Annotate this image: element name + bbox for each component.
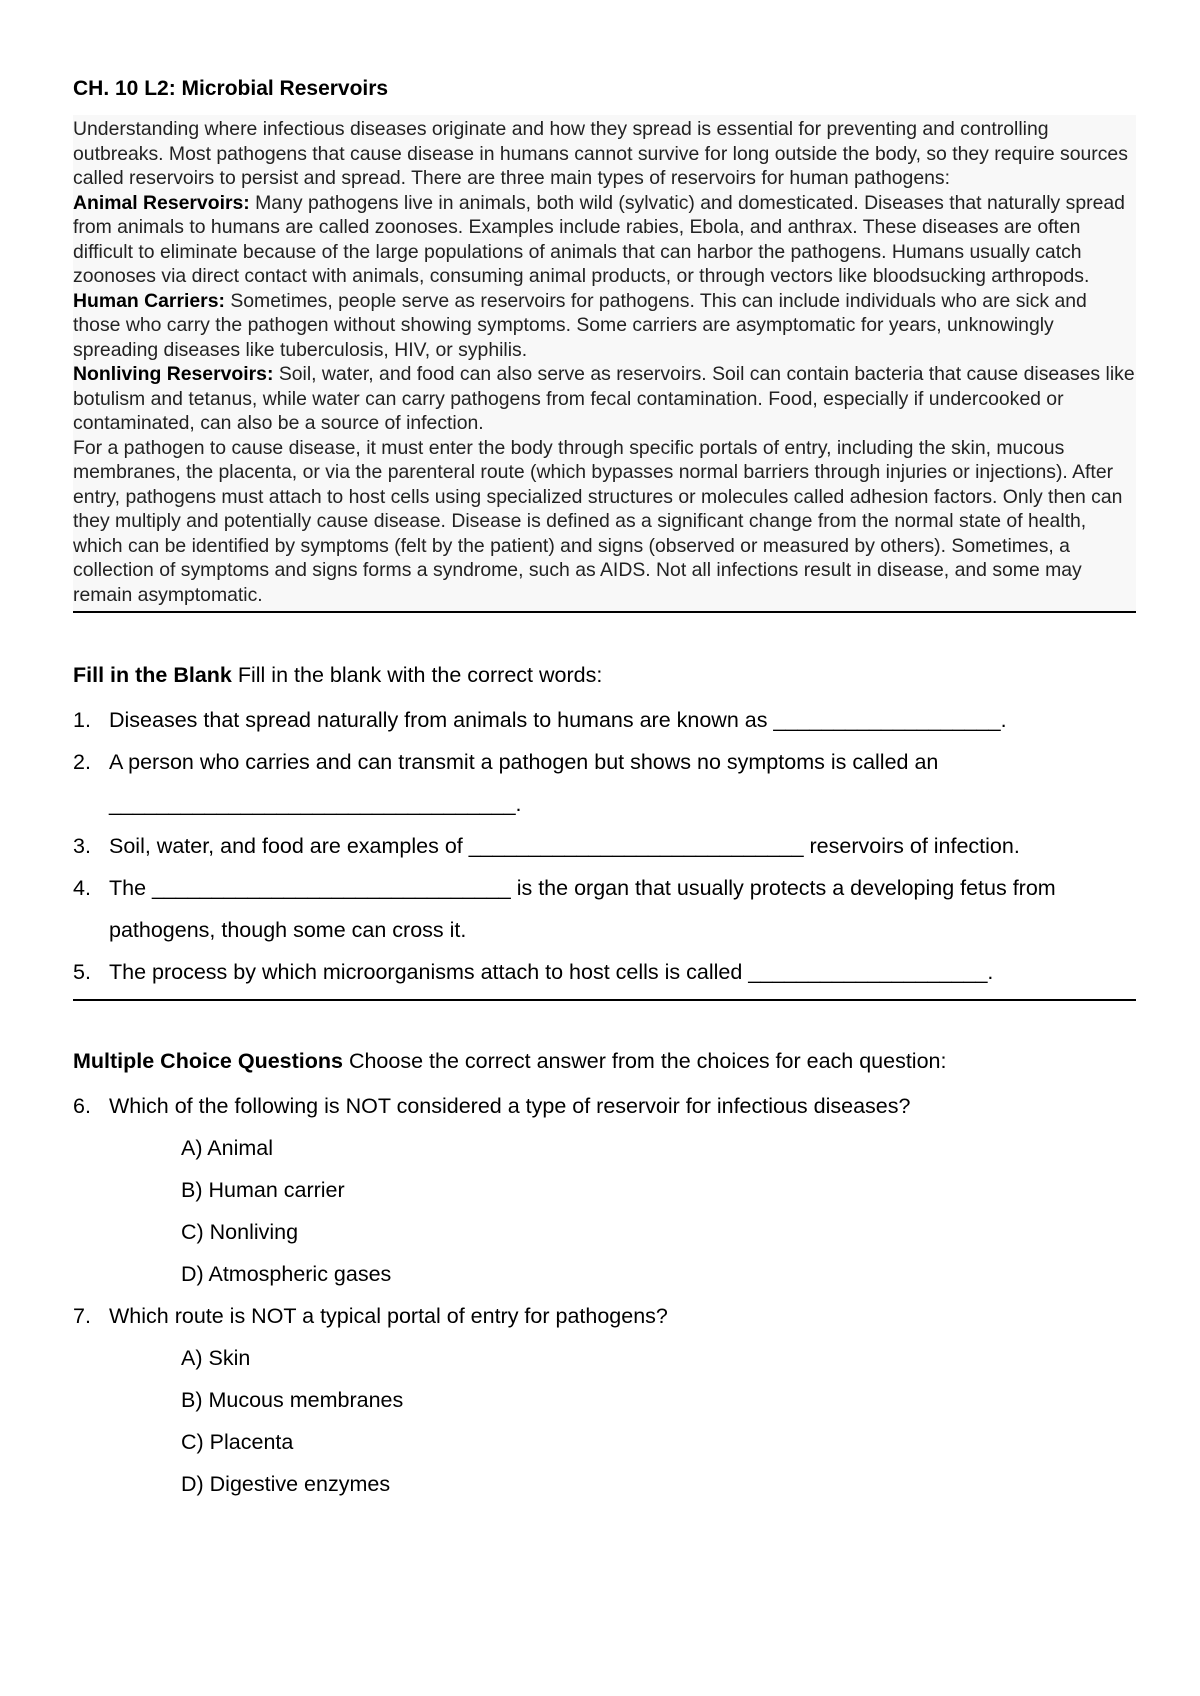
fill-blank-heading [73, 661, 1136, 689]
choice-d: D) Digestive enzymes [181, 1472, 391, 1497]
question-text: The ______________________________ is the organ that usually protects a developing fetus from pathogens, though some can cross it. [109, 876, 1056, 943]
choice-c: C) Placenta [181, 1430, 294, 1455]
choice-b: B) Human carrier [181, 1178, 345, 1203]
page-title: CH. 10 L2: Microbial Reservoirs [73, 77, 389, 100]
question-text: Soil, water, and food are examples of ____________________________ reservoirs of infection. [109, 834, 1020, 859]
question-text: Which route is NOT a typical portal of entry for pathogens? [109, 1304, 668, 1329]
human-text: Sometimes, people serve as reservoirs for pathogens. This can include individuals who are sick and those who carry the pathogen without showing symptoms. Some carriers are asymptomatic for years, unknowingly spreading diseases like tuberculosis, HIV, or syphilis. [73, 289, 1087, 361]
choice-a: A) Animal [181, 1136, 274, 1161]
document-content [73, 76, 1136, 1505]
question-text: The process by which microorganisms attach to host cells is called ____________________. [109, 960, 994, 985]
question-text: Diseases that spread naturally from animals to humans are known as ___________________. [109, 708, 1007, 733]
choice-a: A) Skin [181, 1346, 251, 1371]
question-number: 5. [73, 960, 91, 985]
reading-human [73, 289, 1136, 363]
choice-d: D) Atmospheric gases [181, 1262, 392, 1287]
fill-blank-title: Fill in the Blank [73, 663, 232, 688]
fill-blank-list [73, 699, 1136, 993]
multiple-choice-heading [73, 1047, 1136, 1075]
question-6 [73, 1085, 1136, 1295]
reading-animal [73, 191, 1136, 289]
human-label: Human Carriers: [73, 289, 225, 312]
question-7 [73, 1295, 1136, 1505]
nonliving-label: Nonliving Reservoirs: [73, 363, 274, 386]
choice-c: C) Nonliving [181, 1220, 299, 1245]
choice-b: B) Mucous membranes [181, 1388, 404, 1413]
choice-list [109, 1337, 1136, 1505]
question-number: 7. [73, 1304, 91, 1329]
choice-list [109, 1127, 1136, 1295]
question-2 [73, 741, 1136, 825]
nonliving-text: Soil, water, and food can also serve as reservoirs. Soil can contain bacteria that cause diseases like botulism and tetanus, while water can carry pathogens from fecal contamination. Food, especially if undercooked or contaminated, can also be a source of infection. [73, 363, 1135, 435]
question-text: A person who carries and can transmit a pathogen but shows no symptoms is called an __________________________________. [109, 750, 939, 817]
multiple-choice-title: Multiple Choice Questions [73, 1049, 343, 1074]
question-number: 6. [73, 1094, 91, 1119]
question-3 [73, 825, 1136, 867]
question-number: 4. [73, 876, 91, 901]
question-text: Which of the following is NOT considered a type of reservoir for infectious diseases? [109, 1094, 911, 1119]
question-1 [73, 699, 1136, 741]
animal-label: Animal Reservoirs: [73, 191, 250, 214]
question-number: 2. [73, 750, 91, 775]
question-4 [73, 867, 1136, 951]
animal-text: Many pathogens live in animals, both wild (sylvatic) and domesticated. Diseases that naturally spread from animals to humans are called zoonoses. Examples include rabies, Ebola, and anthrax. These diseases are often difficult to eliminate because of the large populations of animals that can harbor the pathogens. Humans usually catch zoonoses via direct contact with animals, consuming animal products, or through vectors like bloodsucking arthropods. [73, 191, 1125, 288]
reading-intro: Understanding where infectious diseases originate and how they spread is essential for preventing and controlling outbreaks. Most pathogens that cause disease in humans cannot survive for long outside the body, so they require sources called reservoirs to persist and spread. There are three main types of reservoirs for human pathogens: [73, 118, 1128, 190]
question-number: 1. [73, 708, 91, 733]
reading-nonliving [73, 362, 1136, 436]
section-divider [73, 999, 1136, 1001]
reading-passage [73, 115, 1136, 613]
fill-blank-instruction: Fill in the blank with the correct words: [231, 663, 603, 688]
question-number: 3. [73, 834, 91, 859]
reading-closing: For a pathogen to cause disease, it must enter the body through specific portals of entry, including the skin, mucous membranes, the placenta, or via the parenteral route (which bypasses normal barriers through injuries or injections). After entry, pathogens must attach to host cells using specialized structures or molecules called adhesion factors. Only then can they multiply and potentially cause disease. Disease is defined as a significant change from the normal state of health, which can be identified by symptoms (felt by the patient) and signs (observed or measured by others). Sometimes, a collection of symptoms and signs forms a syndrome, such as AIDS. Not all infections result in disease, and some may remain asymptomatic. [73, 436, 1123, 606]
multiple-choice-instruction: Choose the correct answer from the choices for each question: [342, 1049, 947, 1074]
question-5 [73, 951, 1136, 993]
multiple-choice-list [73, 1085, 1136, 1505]
